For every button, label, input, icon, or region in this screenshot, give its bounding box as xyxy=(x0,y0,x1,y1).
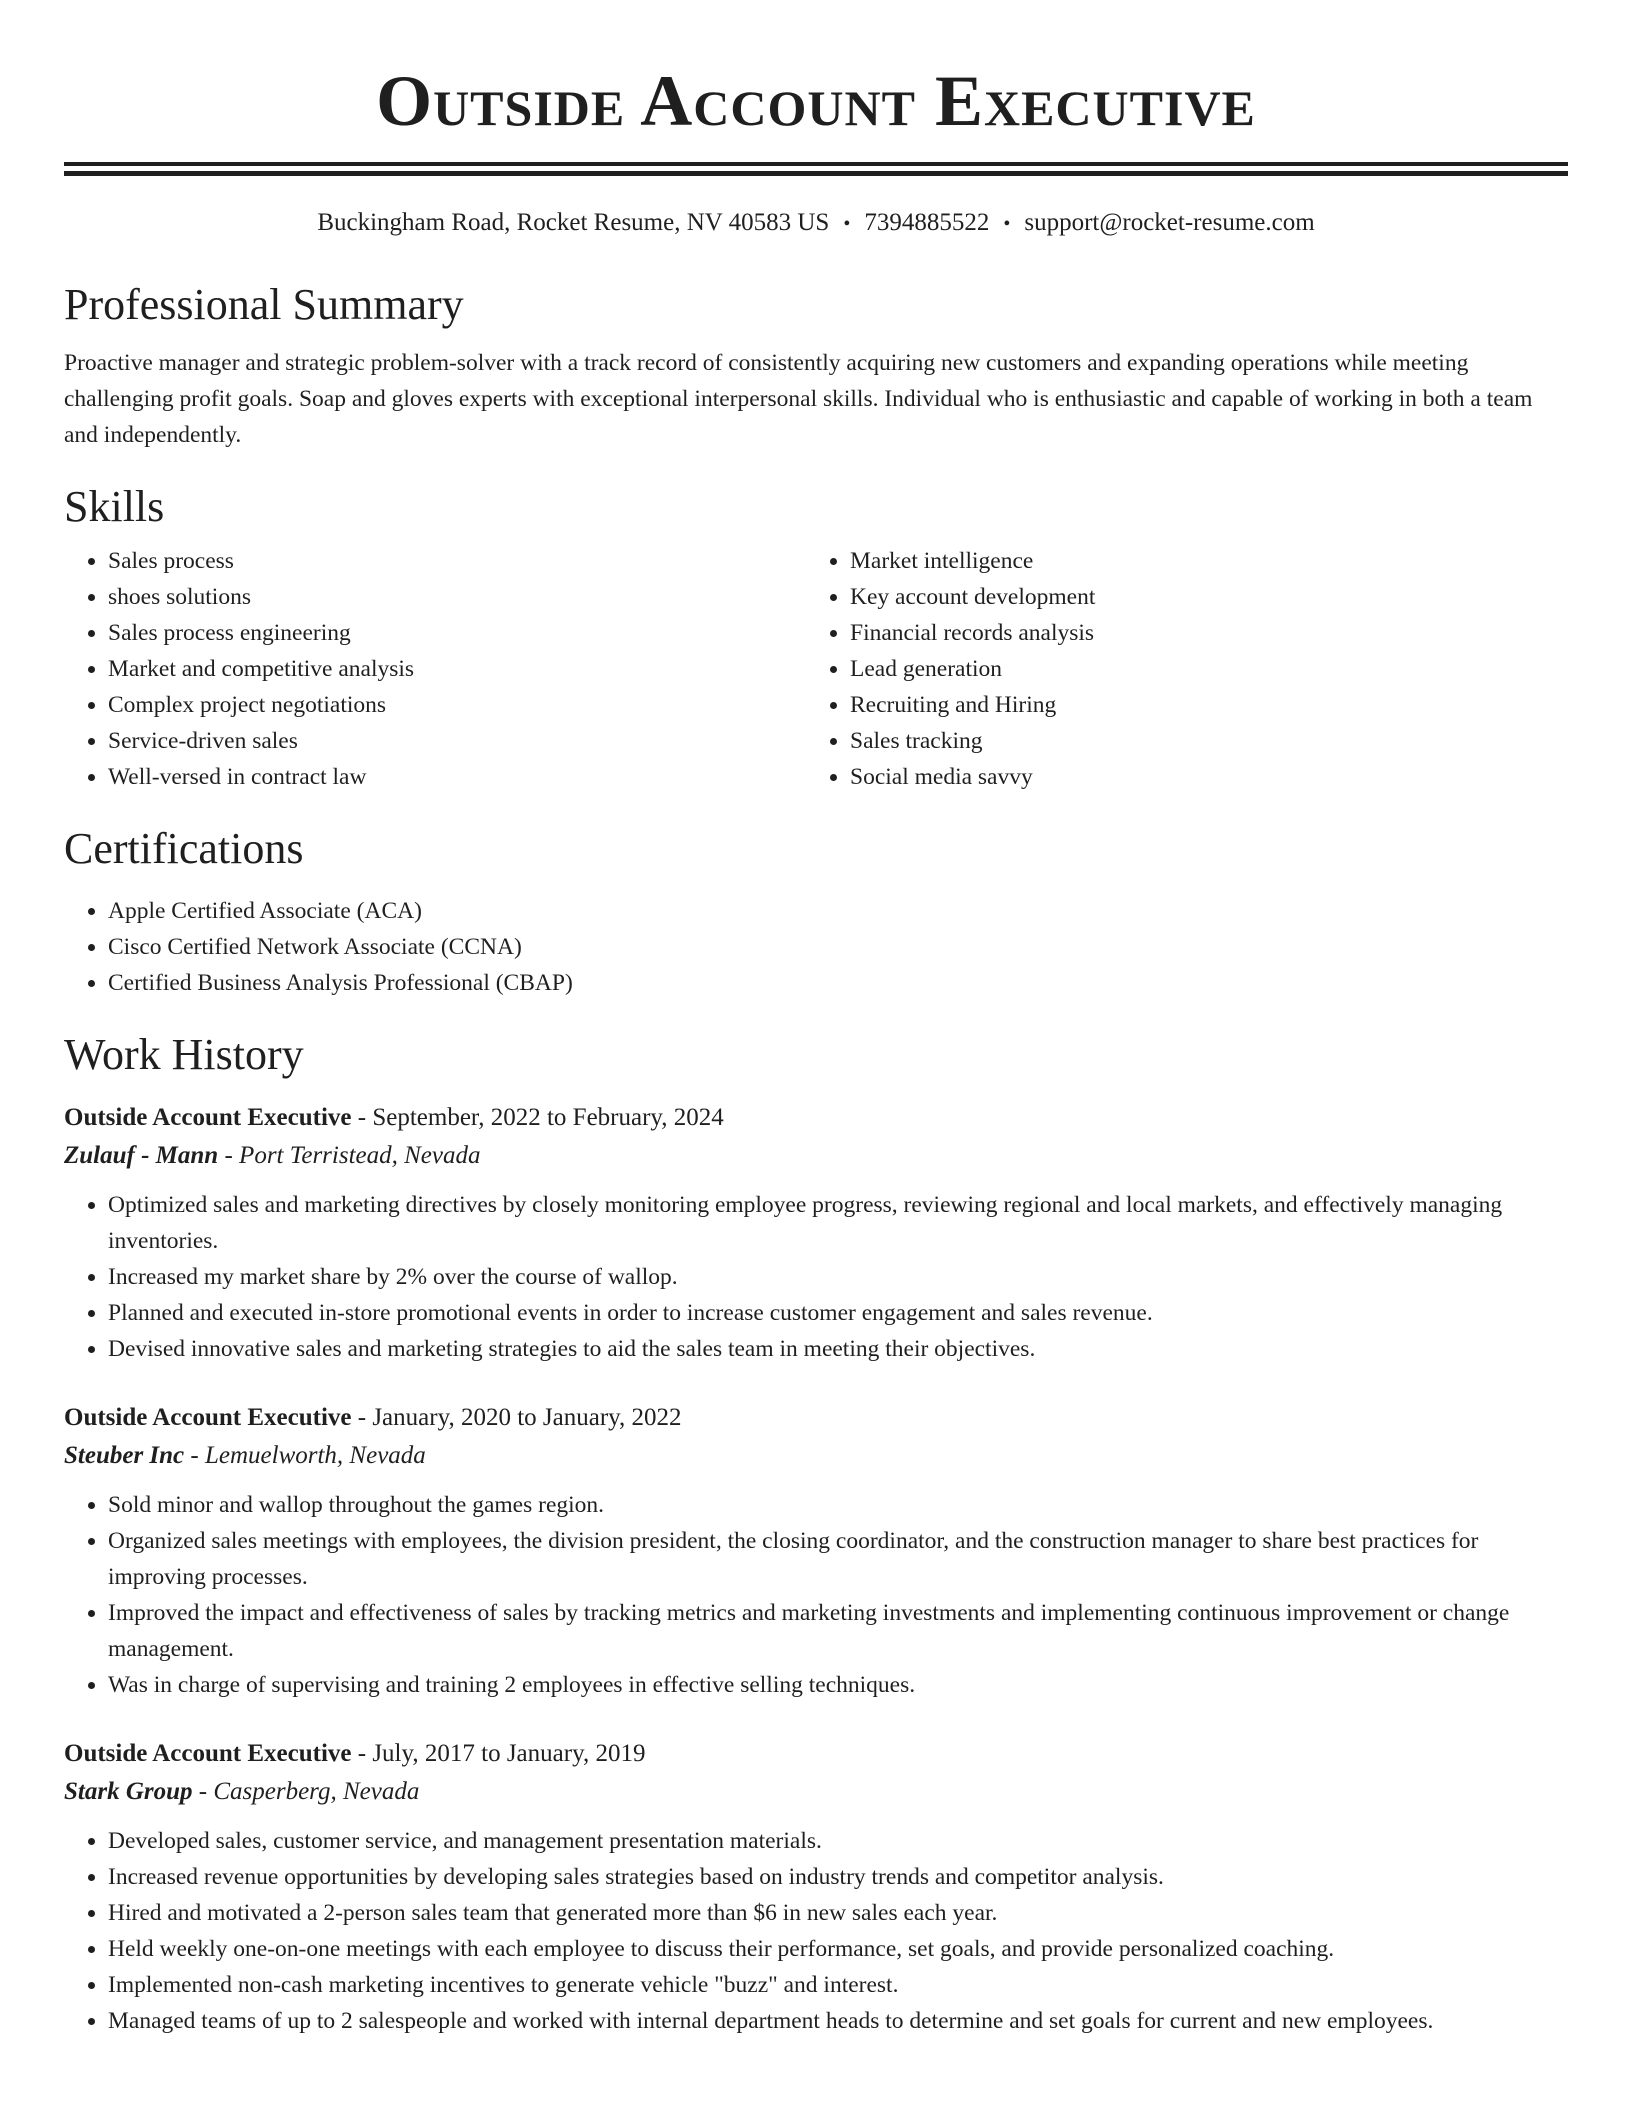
skills-list-right xyxy=(806,543,1548,795)
job-title: Outside Account Executive xyxy=(64,1740,352,1767)
certification-item: • Apple Certified Associate (ACA) xyxy=(108,893,1568,929)
certifications-list xyxy=(64,893,1568,1001)
skill-item: • shoes solutions xyxy=(108,579,806,615)
summary-text: Proactive manager and strategic problem-solver with a track record of consistently acquiring new customers and expanding operations while meeting challenging profit goals. Soap and gloves experts with exceptional interpersonal skills. Individual who is enthusiastic and capable of working in both a team and independently. xyxy=(64,350,1533,448)
contact-email: support@rocket-resume.com xyxy=(1024,209,1315,236)
job-bullets xyxy=(64,1823,1568,2039)
job-company: Steuber Inc xyxy=(64,1442,185,1469)
skill-item: • Financial records analysis xyxy=(850,615,1548,651)
job-title-line xyxy=(64,1099,1568,1137)
job-bullet: • Planned and executed in-store promotional events in order to increase customer engagement and sales revenue. xyxy=(108,1295,1568,1331)
skill-item: • Market and competitive analysis xyxy=(108,651,806,687)
job-title: Outside Account Executive xyxy=(64,1404,352,1431)
job-location: - Casperberg, Nevada xyxy=(192,1778,420,1805)
job-bullet: • Devised innovative sales and marketing strategies to aid the sales team in meeting their objectives. xyxy=(108,1331,1568,1367)
job-company-line xyxy=(64,1137,1568,1175)
job-dates: - September, 2022 to February, 2024 xyxy=(351,1104,724,1131)
skills-heading: Skills xyxy=(64,482,165,531)
skills-list-left xyxy=(64,543,806,795)
job-bullet: • Developed sales, customer service, and management presentation materials. xyxy=(108,1823,1568,1859)
job-company: Stark Group xyxy=(64,1778,193,1805)
job-bullet: • Sold minor and wallop throughout the games region. xyxy=(108,1487,1568,1523)
job-bullet: • Managed teams of up to 2 salespeople and worked with internal department heads to determine and set goals for current and new employees. xyxy=(108,2003,1568,2039)
job-company-line xyxy=(64,1437,1568,1475)
contact-address: Buckingham Road, Rocket Resume, NV 40583 US xyxy=(317,209,830,236)
job-title-line xyxy=(64,1399,1568,1437)
job-dates: - July, 2017 to January, 2019 xyxy=(351,1740,646,1767)
header-rule-top xyxy=(64,162,1568,166)
skill-item: • Market intelligence xyxy=(850,543,1548,579)
skills-columns xyxy=(64,543,1568,795)
job-bullet: • Increased my market share by 2% over the course of wallop. xyxy=(108,1259,1568,1295)
skills-column-left xyxy=(64,543,806,795)
job-bullet: • Organized sales meetings with employees, the division president, the closing coordinator, and the construction manager to share best practices for improving processes. xyxy=(108,1523,1568,1595)
job-bullet: • Implemented non-cash marketing incentives to generate vehicle "buzz" and interest. xyxy=(108,1967,1568,2003)
contact-phone: 7394885522 xyxy=(864,209,990,236)
job-dates: - January, 2020 to January, 2022 xyxy=(351,1404,682,1431)
skill-item: • Complex project negotiations xyxy=(108,687,806,723)
skill-item: • Sales tracking xyxy=(850,723,1548,759)
resume-name: Outside Account Executive xyxy=(376,61,1256,141)
job-bullets xyxy=(64,1487,1568,1703)
job-entry xyxy=(64,1399,1568,1703)
skill-item: • Sales process xyxy=(108,543,806,579)
job-bullet: • Increased revenue opportunities by developing sales strategies based on industry trends and competitor analysis. xyxy=(108,1859,1568,1895)
skill-item: • Well-versed in contract law xyxy=(108,759,806,795)
job-entry xyxy=(64,1099,1568,1367)
job-entry xyxy=(64,1735,1568,2039)
skill-item: • Lead generation xyxy=(850,651,1548,687)
work-history-heading: Work History xyxy=(64,1030,304,1079)
job-title-line xyxy=(64,1735,1568,1773)
skill-item: • Sales process engineering xyxy=(108,615,806,651)
skill-item: • Social media savvy xyxy=(850,759,1548,795)
contact-separator: • xyxy=(843,213,851,235)
certifications-heading: Certifications xyxy=(64,824,304,873)
job-bullet: • Hired and motivated a 2-person sales team that generated more than $6 in new sales each year. xyxy=(108,1895,1568,1931)
job-bullets xyxy=(64,1187,1568,1367)
job-location: - Port Terristead, Nevada xyxy=(218,1142,481,1169)
header-rule-bottom xyxy=(64,171,1568,176)
contact-separator: • xyxy=(1003,213,1011,235)
job-bullet: • Optimized sales and marketing directives by closely monitoring employee progress, reviewing regional and local markets, and effectively managing inventories. xyxy=(108,1187,1568,1259)
job-company: Zulauf - Mann xyxy=(64,1142,219,1169)
job-location: - Lemuelworth, Nevada xyxy=(184,1442,426,1469)
summary-heading: Professional Summary xyxy=(64,280,464,329)
certification-item: • Cisco Certified Network Associate (CCNA) xyxy=(108,929,1568,965)
skills-column-right xyxy=(806,543,1548,795)
job-title: Outside Account Executive xyxy=(64,1104,352,1131)
job-bullet: • Held weekly one-on-one meetings with each employee to discuss their performance, set goals, and provide personalized coaching. xyxy=(108,1931,1568,1967)
skill-item: • Key account development xyxy=(850,579,1548,615)
job-bullet: • Was in charge of supervising and training 2 employees in effective selling techniques. xyxy=(108,1667,1568,1703)
skill-item: • Recruiting and Hiring xyxy=(850,687,1548,723)
certification-item: • Certified Business Analysis Professional (CBAP) xyxy=(108,965,1568,1001)
skill-item: • Service-driven sales xyxy=(108,723,806,759)
contact-line xyxy=(64,206,1568,241)
job-company-line xyxy=(64,1773,1568,1811)
job-bullet: • Improved the impact and effectiveness of sales by tracking metrics and marketing investments and implementing continuous improvement or change management. xyxy=(108,1595,1568,1667)
